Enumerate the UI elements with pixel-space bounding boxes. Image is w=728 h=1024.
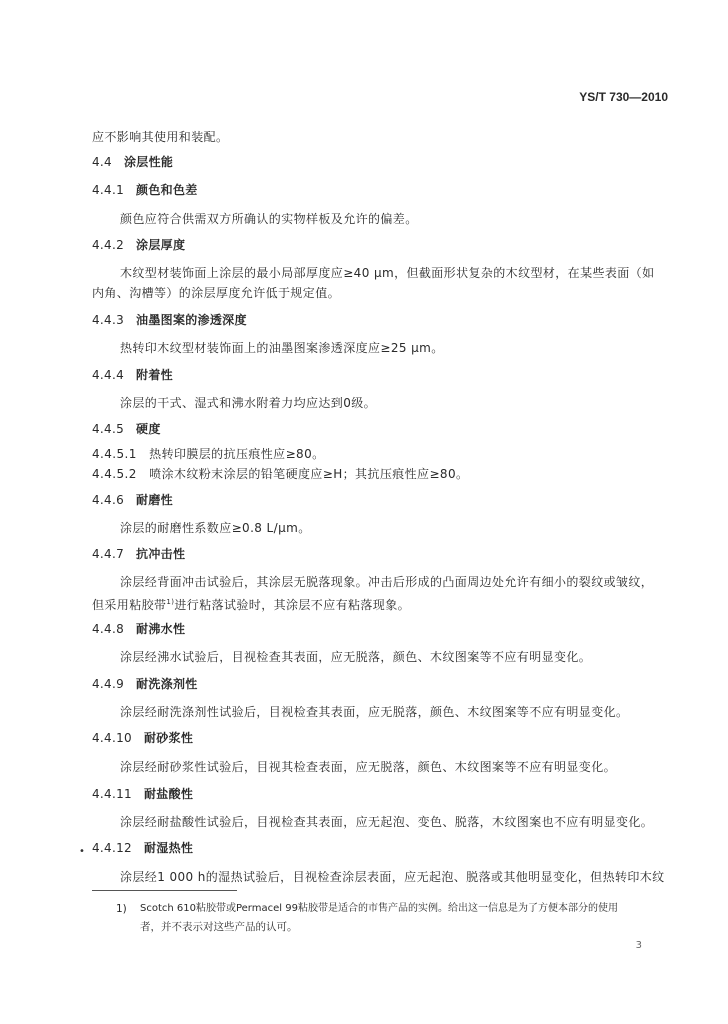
paragraph-line: 涂层经耐洗涤剂性试验后，目视检查其表面，应无脱落，颜色、木纹图案等不应有明显变化。 [120, 705, 629, 719]
paragraph-line: 涂层的耐磨性系数应≥0.8 L/μm。 [120, 521, 311, 535]
section-heading: 4.4.7 抗冲击性 [92, 547, 186, 561]
page-number: 3 [635, 940, 642, 951]
paragraph-line: 涂层经耐砂浆性试验后，目视其检查表面，应无脱落，颜色、木纹图案等不应有明显变化。 [120, 760, 617, 774]
paragraph-line: 颜色应符合供需双方所确认的实物样板及允许的偏差。 [120, 212, 418, 226]
section-heading: 4.4.11 耐盐酸性 [92, 787, 194, 801]
section-heading: 4.4.2 涂层厚度 [92, 238, 186, 252]
paragraph-line: 内角、沟槽等）的涂层厚度允许低于规定值。 [92, 286, 341, 300]
footnote-number: 1) [116, 903, 127, 915]
section-heading: 4.4 涂层性能 [92, 155, 174, 169]
footnote-ref: 1) [166, 598, 175, 606]
text-line: 应不影响其使用和装配。 [92, 130, 229, 144]
section-heading: 4.4.5 硬度 [92, 422, 161, 436]
clause-line: 4.4.5.1 热转印膜层的抗压痕性应≥80。 [92, 447, 325, 461]
paragraph-line: 涂层的干式、湿式和沸水附着力均应达到0级。 [120, 396, 377, 410]
paragraph-line: 涂层经耐盐酸性试验后，目视检查其表面，应无起泡、变色、脱落，木纹图案也不应有明显变化。 [120, 815, 654, 829]
section-heading: 4.4.6 耐磨性 [92, 493, 173, 507]
paragraph-line: 涂层经1 000 h的湿热试验后，目视检查涂层表面，应无起泡、脱落或其他明显变化，但热转印木纹 [120, 870, 665, 884]
paragraph-line: 涂层经沸水试验后，目视检查其表面，应无脱落，颜色、木纹图案等不应有明显变化。 [120, 650, 592, 664]
section-heading: 4.4.4 附着性 [92, 368, 173, 382]
section-heading: 4.4.12 耐湿热性 [92, 841, 194, 855]
paragraph-line: 但采用粘胶带$^{1)}$进行粘落试验时，其涂层不应有粘落现象。 [92, 598, 411, 612]
margin-mark: • [79, 846, 85, 857]
footnote-line: 者，并不表示对这些产品的认可。 [140, 921, 298, 933]
clause-line: 4.4.5.2 喷涂木纹粉末涂层的铅笔硬度应≥H；其抗压痕性应≥80。 [92, 467, 469, 481]
section-heading: 4.4.3 油墨图案的渗透深度 [92, 313, 247, 327]
paragraph-line: 涂层经背面冲击试验后，其涂层无脱落现象。冲击后形成的凸面周边处允许有细小的裂纹或皱纹， [120, 575, 654, 589]
section-heading: 4.4.9 耐洗涤剂性 [92, 677, 198, 691]
footnote-line: Scotch 610粘胶带或Permacel 99粘胶带是适合的市售产品的实例。给出这一信息是为了方便本部分的使用 [140, 903, 618, 914]
section-heading: 4.4.1 颜色和色差 [92, 183, 198, 197]
standard-number: YS/T 730—2010 [579, 90, 668, 104]
footnote-rule [92, 890, 237, 891]
section-heading: 4.4.10 耐砂浆性 [92, 731, 194, 745]
paragraph-line: 热转印木纹型材装饰面上的油墨图案渗透深度应≥25 μm。 [120, 341, 444, 355]
section-heading: 4.4.8 耐沸水性 [92, 622, 186, 636]
paragraph-line: 木纹型材装饰面上涂层的最小局部厚度应≥40 μm，但截面形状复杂的木纹型材，在某些表面（如 [120, 266, 655, 280]
